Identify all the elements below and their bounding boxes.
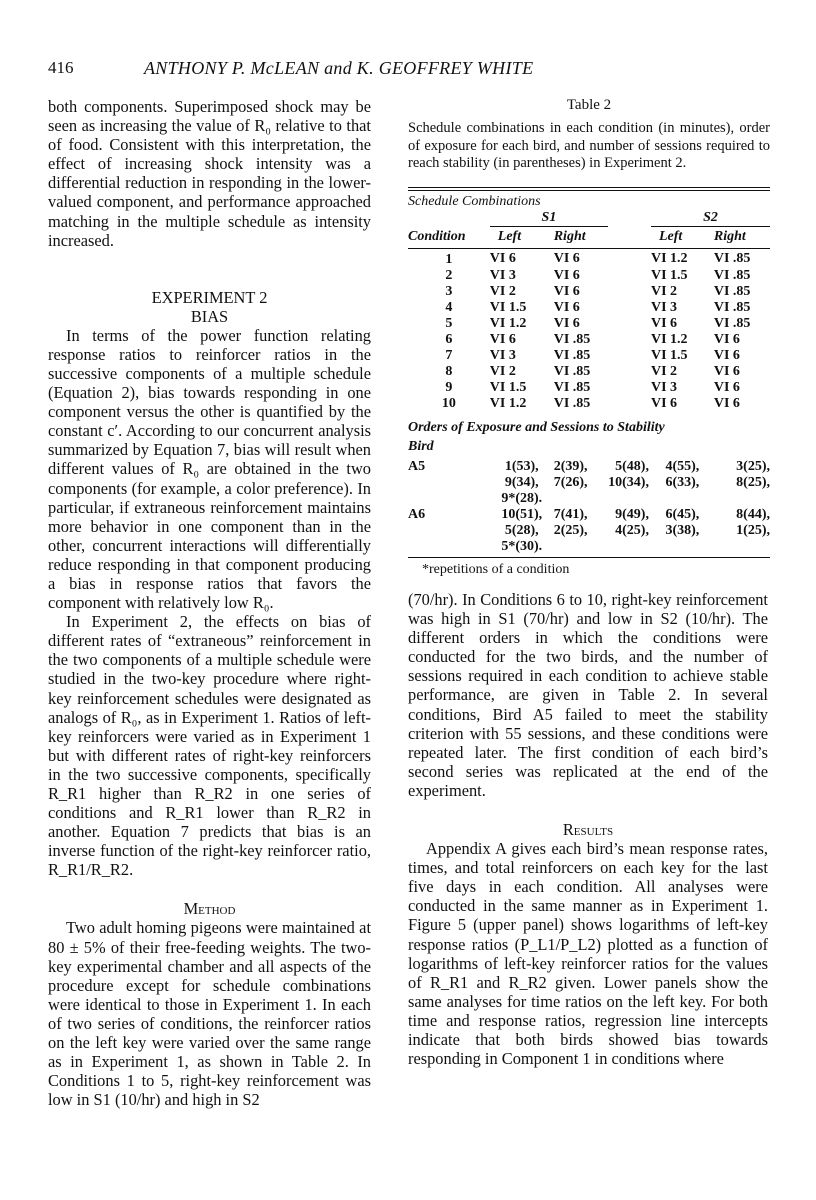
results-heading: Results <box>562 820 614 840</box>
table-row: 3 VI 2 VI 6 VI 2 VI .85 <box>445 284 751 299</box>
page-number: 416 <box>48 58 74 77</box>
section-heading-line2: BIAS <box>190 306 229 326</box>
left-column <box>48 97 371 1109</box>
bird-a5-rows <box>408 459 770 507</box>
page-header <box>48 58 768 82</box>
table-2 <box>408 97 770 578</box>
table-row: 10 VI 1.2 VI .85 VI 6 VI 6 <box>441 396 740 411</box>
table-footnote: *repetitions of a condition <box>422 562 570 577</box>
order-row: 9*(28). <box>501 491 543 506</box>
col-s1-right: Right <box>553 229 586 245</box>
running-head: ANTHONY P. McLEAN and K. GEOFFREY WHITE <box>144 58 534 78</box>
bird-a6-rows <box>408 507 770 558</box>
section-heading-line1: EXPERIMENT 2 <box>151 287 268 307</box>
table-row: 1 VI 6 VI 6 VI 1.2 VI .85 <box>445 250 751 267</box>
results-paragraph: Appendix A gives each bird’s mean response rates, times, and total reinforcers on each key for the last five days in each condition. All analyses were conducted in the same manner as in Experiment 1. Figure 5 (upper panel) shows logarithms of left-key response ratios (P_L1/P_L2) plotted as a function of logarithms of left-key reinforcer ratios for the values of R_R1 and R_R2 given. Lower panels show the same analyses for time ratios on the left key. For both time and response ratios, regression line intercepts indicate that both birds showed bias towards responding in Component 1 in conditions where <box>408 839 768 1069</box>
table-row: 7 VI 3 VI .85 VI 1.5 VI 6 <box>445 348 740 363</box>
section-heading <box>48 288 371 326</box>
bias-paragraph-2: In Experiment 2, the effects on bias of different rates of “extraneous” reinforcement in the two components of a multiple schedule were studied in the two-key procedure where right-key reinforcement schedules were designated as analogs of R₀, as in Experiment 1. Ratios of left-key reinforcers were varied as in Experiment 1 but with different rates of right-key reinforcers in the two successive components, specifically R_R1 higher than R_R2 in one series of conditions and R_R1 lower than R_R2 in another. Equation 7 predicts that bias is an inverse function of the right-key reinforcer ratio, R_R1/R_R2. <box>48 612 371 880</box>
bias-paragraph-1: In terms of the power function relating response ratios to reinforcer ratios in the successive components of a multiple schedule (Equation 2), bias towards responding in one component versus the other is quantified by the constant c′. According to our concurrent analysis summarized by Equation 7, bias will result when different values of R₀ are obtained in the two components (for example, a color preference). In particular, if extraneous reinforcement maintains more behavior in one component than in the other, concurrent interactions will differentially reduce responding in that component producing a bias in response ratios that favors the component with relatively low R₀. <box>48 325 371 613</box>
intro-paragraph: both components. Superimposed shock may be seen as increasing the value of R₀ relative to that of food. Consistent with this interpretation, the effect of increasing shock intensity was a differential reduction in responding in the lower-valued component, and performance approached matching in the multiple schedule as intensity increased. <box>48 97 371 250</box>
table-row: 6 VI 6 VI .85 VI 1.2 VI 6 <box>445 332 740 347</box>
schedule-rows <box>408 249 770 413</box>
group-s2: S2 <box>651 210 770 227</box>
order-row: 5(28), 2(25), 4(25), 3(38), 1(25), <box>504 523 770 538</box>
right-column <box>408 590 768 1068</box>
table-row: 9 VI 1.5 VI .85 VI 3 VI 6 <box>445 380 740 395</box>
table-caption: Schedule combinations in each condition (in minutes), order of exposure for each bird, and number of sessions required to reach stability (in parentheses) in Experiment 2. <box>408 120 770 171</box>
table-row: 5 VI 1.2 VI 6 VI 6 VI .85 <box>445 316 751 331</box>
table-row: 8 VI 2 VI .85 VI 2 VI 6 <box>445 364 740 379</box>
table-title: Table 2 <box>566 97 612 113</box>
order-row: 5*(30). <box>408 539 770 558</box>
table-row: 2 VI 3 VI 6 VI 1.5 VI .85 <box>445 268 751 283</box>
method-heading: Method <box>183 899 236 919</box>
schedule-combinations-label: Schedule Combinations <box>408 193 541 209</box>
table-row: 4 VI 1.5 VI 6 VI 3 VI .85 <box>445 300 751 315</box>
method-paragraph: Two adult homing pigeons were maintained at 80 ± 5% of their free-feeding weights. The two-key experimental chamber and all aspects of the procedure except for schedule combinations were identical to those in Experiment 1. In each of two series of conditions, the reinforcer ratios on the left key were varied over the same range as in Experiment 1, as shown in Table 2. In Conditions 1 to 5, right-key reinforcement was low in S1 (10/hr) and high in S2 <box>48 918 371 1110</box>
col-s2-right: Right <box>713 229 746 245</box>
order-row: A6 10(51), 7(41), 9(49), 6(45), 8(44), <box>408 507 770 522</box>
group-s1: S1 <box>490 210 608 227</box>
bird-label: Bird <box>408 439 434 454</box>
bird-id: A5 <box>408 459 426 474</box>
col-condition: Condition <box>408 229 466 244</box>
schedule-table <box>408 191 770 559</box>
bird-id: A6 <box>408 507 426 522</box>
col-s1-left: Left <box>497 229 522 245</box>
orders-label: Orders of Exposure and Sessions to Stability <box>408 420 665 435</box>
order-row: A5 1(53), 2(39), 5(48), 4(55), 3(25), <box>408 459 770 474</box>
col-s2-left: Left <box>658 229 683 245</box>
method-continued-paragraph: (70/hr). In Conditions 6 to 10, right-key reinforcement was high in S1 (70/hr) and low in S2 (10/hr). The different orders in which the conditions were conducted for the two birds, and the number of sessions required in each condition to achieve stable performance, are given in Table 2. In several conditions, Bird A5 failed to meet the stability criterion with 55 sessions, and these conditions were repeated later. The first condition of each bird’s second series was replicated at the end of the experiment. <box>408 590 768 800</box>
order-row: 9(34), 7(26), 10(34), 6(33), 8(25), <box>504 475 770 490</box>
